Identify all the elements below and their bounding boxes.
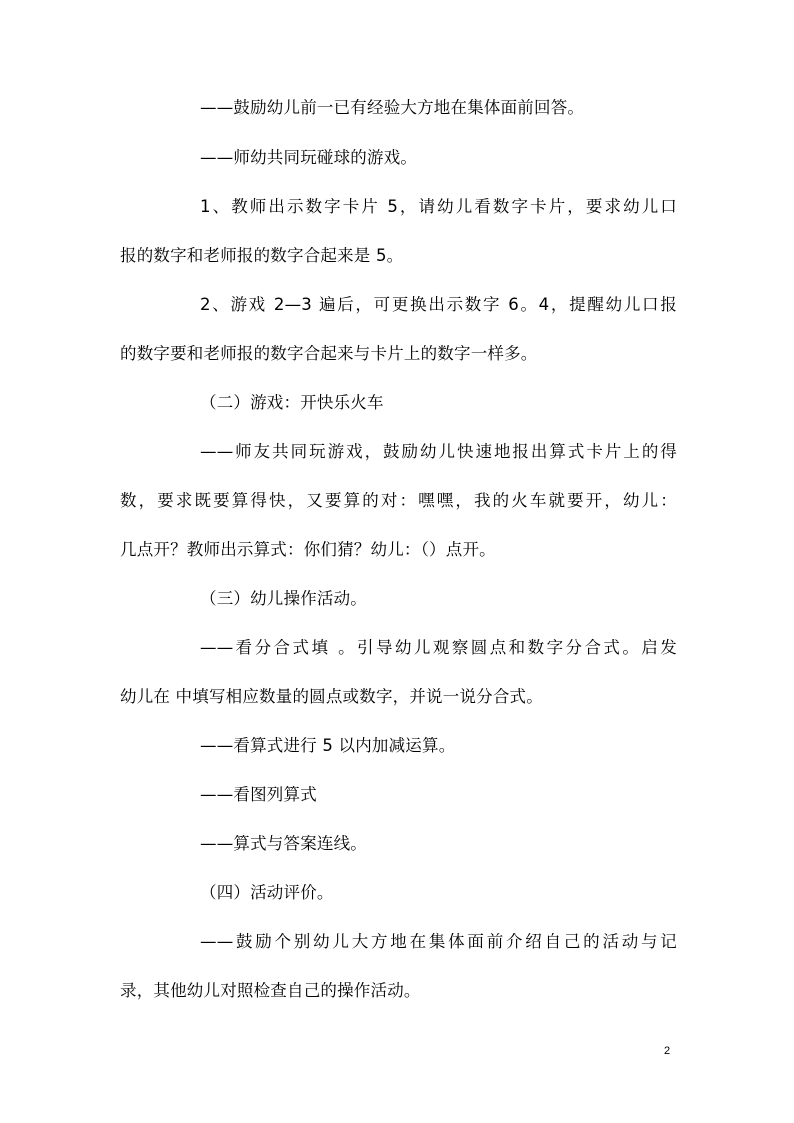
paragraph-line: ——看算式进行 5 以内加减运算。 [200, 736, 456, 755]
paragraph-line: ——算式与答案连线。 [200, 834, 367, 853]
paragraph-line: ——看分合式填 。引导幼儿观察圆点和数字分合式。启发 [200, 638, 677, 657]
section-heading: （四）活动评价。 [200, 883, 334, 902]
page-number: 2 [664, 1045, 671, 1057]
paragraph-line: 1、教师出示数字卡片 5，请幼儿看数字卡片，要求幼儿口 [200, 197, 677, 216]
section-heading: （二）游戏：开快乐火车 [200, 393, 384, 412]
paragraph-line: ——看图列算式 [200, 785, 317, 804]
paragraph-line: 2、游戏 2—3 遍后，可更换出示数字 6。4，提醒幼儿口报 [200, 295, 677, 314]
paragraph-line: 的数字要和老师报的数字合起来与卡片上的数字一样多。 [120, 344, 538, 363]
paragraph-line: 报的数字和老师报的数字合起来是 5。 [120, 246, 404, 265]
paragraph-line: ——鼓励个别幼儿大方地在集体面前介绍自己的活动与记 [200, 932, 677, 951]
paragraph-line: ——鼓励幼儿前一已有经验大方地在集体面前回答。 [200, 98, 585, 117]
paragraph-line: ——师友共同玩游戏，鼓励幼儿快速地报出算式卡片上的得 [200, 442, 677, 461]
paragraph-line: 几点开？教师出示算式：你们猜？幼儿：（）点开。 [120, 540, 496, 559]
paragraph-line: 录，其他幼儿对照检查自己的操作活动。 [120, 981, 421, 1000]
paragraph-line: 幼儿在 中填写相应数量的圆点或数字，并说一说分合式。 [120, 687, 543, 706]
paragraph-line: ——师幼共同玩碰球的游戏。 [200, 148, 418, 167]
paragraph-line: 数，要求既要算得快，又要算的对：嘿嘿，我的火车就要开，幼儿： [120, 491, 677, 510]
section-heading: （三）幼儿操作活动。 [200, 589, 367, 608]
